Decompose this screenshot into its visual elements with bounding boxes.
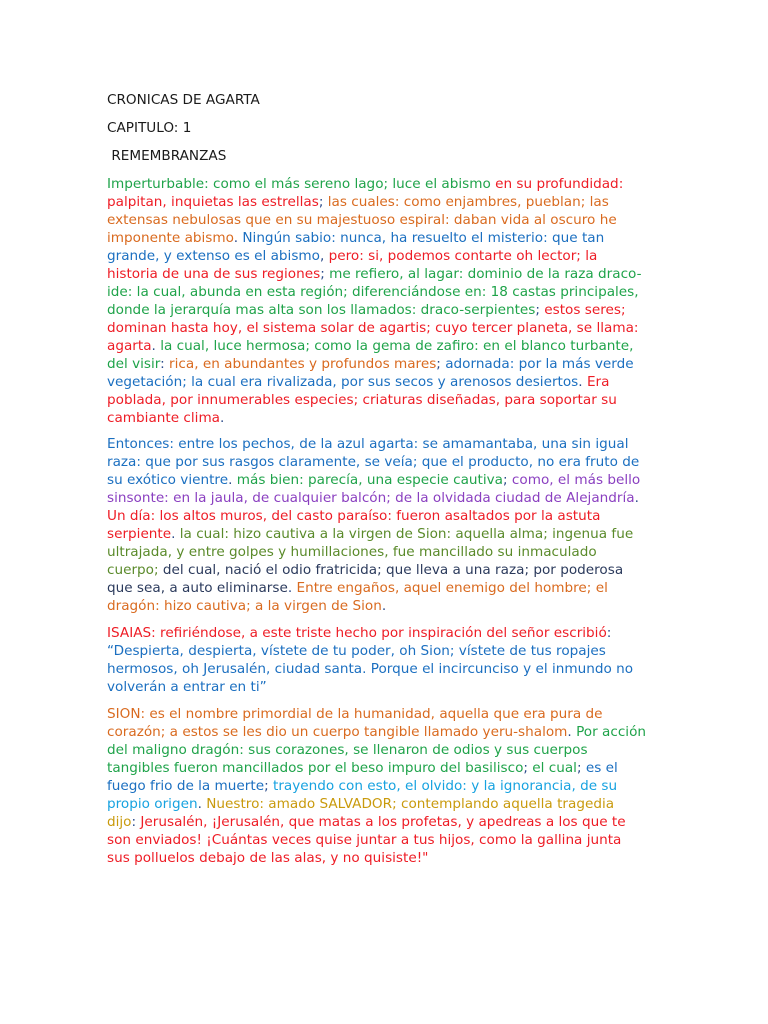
text-segment: adornada: por la más verde vegetación; la cual era rivalizada, por sus secos y arenosos desiertos	[107, 356, 634, 390]
text-segment: :	[160, 356, 170, 372]
text-segment: SION: es el nombre primordial de la humanidad, aquella que era pura de corazón; a estos se les dio un cuerpo tangible llamado yeru-shalom	[107, 706, 603, 740]
text-segment: :	[606, 625, 612, 641]
text-segment: .	[578, 374, 587, 390]
text-segment: .	[287, 580, 297, 596]
paragraph-3	[107, 624, 647, 696]
text-segment: Entre engaños, aquel enemigo del hombre; el dragón: hizo cautiva; a la virgen de Sion	[107, 580, 608, 614]
text-segment: ;	[320, 266, 330, 282]
text-segment: pero: si, podemos contarte oh lector; la historia de una de sus regiones	[107, 248, 598, 282]
text-segment: ;	[436, 356, 446, 372]
text-segment: Entonces: entre los pechos, de la azul agarta: se amamantaba, una sin igual raza: que por sus rasgos claramente, se veía; que el producto, no era fruto de su exótico vientre	[107, 436, 640, 488]
text-segment: ;	[535, 302, 545, 318]
text-segment: trayendo con esto, el olvido: y la ignorancia, de su propio origen	[107, 778, 618, 812]
text-segment: ;	[523, 760, 533, 776]
text-segment: en su profundidad: palpitan, inquietas las estrellas	[107, 176, 624, 210]
text-segment: .	[381, 598, 387, 614]
text-segment: Ningún sabio: nunca, ha resuelto el misterio: que tan grande, y extenso es el abismo	[107, 230, 605, 264]
text-segment: la cual: hizo cautiva a la virgen de Sion: aquella alma; ingenua fue ultrajada, y entre golpes y humillaciones, fue mancillado su inmaculado cuerpo;	[107, 526, 634, 578]
document-title: CRONICAS DE AGARTA	[107, 92, 260, 108]
text-segment: .	[197, 796, 207, 812]
paragraph-1	[107, 175, 647, 427]
text-segment: ;	[318, 194, 328, 210]
text-segment: Jerusalén, ¡Jerusalén, que matas a los profetas, y apedreas a los que te son enviados! ¡Cuántas veces quise juntar a tus hijos, como la gallina junta sus polluelos debajo de las alas, y no quisiste!"	[107, 814, 626, 866]
text-segment: la cual, luce hermosa; como la gema de zafiro: en el blanco turbante, del visir	[107, 338, 634, 372]
text-segment: Era poblada, por innumerables especies; criaturas diseñadas, para soportar su cambiante clima	[107, 374, 617, 426]
text-segment: es el fuego frio de la muerte	[107, 760, 618, 794]
text-segment: .	[567, 724, 577, 740]
text-segment: Un día: los altos muros, del casto paraíso: fueron asaltados por la astuta serpiente	[107, 508, 601, 542]
text-segment: ;	[503, 472, 512, 488]
text-segment: Nuestro: amado SALVADOR; contemplando aquella tragedia dijo	[107, 796, 615, 830]
text-segment: .	[171, 526, 180, 542]
text-segment: las cuales: como enjambres, pueblan; las extensas nebulosas que en su majestuoso espiral: daban vida al oscuro he imponente abismo	[107, 194, 617, 246]
text-segment: me refiero, al lagar: dominio de la raza draco-ide: la cual, abunda en esta región; diferenciándose en: 18 castas principales, donde la jerarquía mas alta son los llamados: draco-serpientes	[107, 266, 642, 318]
text-segment: rica, en abundantes y profundos mares	[169, 356, 437, 372]
paragraph-4	[107, 705, 647, 867]
text-segment: :	[131, 814, 141, 830]
paragraph-2	[107, 435, 647, 615]
text-segment: el cual	[532, 760, 577, 776]
text-segment: como, el más bello sinsonte: en la jaula, de cualquier balcón; de la olvidada ciudad de Alejandría	[107, 472, 641, 506]
text-segment: .	[228, 472, 237, 488]
text-segment: ;	[264, 778, 273, 794]
text-segment: .	[634, 490, 639, 506]
text-segment: .	[151, 338, 161, 354]
text-segment: Imperturbable: como el más sereno lago; luce el abismo	[107, 176, 496, 192]
text-segment: .	[233, 230, 243, 246]
text-segment: del cual, nació el odio fratricida; que lleva a una raza; por poderosa que sea, a auto eliminarse	[107, 562, 624, 596]
text-segment: “Despierta, despierta, vístete de tu poder, oh Sion; vístete de tus ropajes hermosos, oh Jerusalén, ciudad santa. Porque el incircunciso y el inmundo no volverán a entrar en ti”	[107, 643, 634, 695]
text-segment: estos seres; dominan hasta hoy, el sistema solar de agartis; cuyo tercer planeta, se llama: agarta	[107, 302, 639, 354]
text-segment: .	[220, 410, 225, 426]
text-segment: ISAIAS: refiriéndose, a este triste hecho por inspiración del señor escribió	[107, 625, 607, 641]
text-segment: ;	[576, 760, 586, 776]
chapter-heading: CAPITULO: 1	[107, 120, 192, 136]
text-segment: ,	[319, 248, 329, 264]
text-segment: más bien: parecía, una especie cautiva	[236, 472, 504, 488]
text-segment: Por acción del maligno dragón: sus corazones, se llenaron de odios y sus cuerpos tangibles fueron mancillados por el beso impuro del basilisco	[107, 724, 647, 776]
section-heading: REMEMBRANZAS	[107, 148, 227, 164]
